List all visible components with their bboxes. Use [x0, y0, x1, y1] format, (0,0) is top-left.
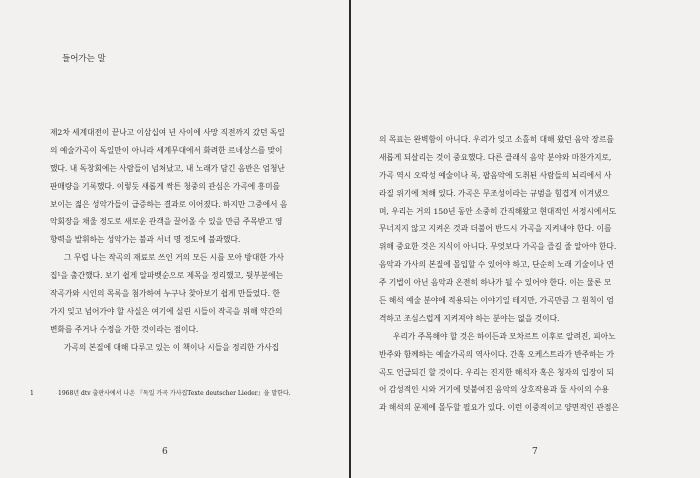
- text-line: 주 기법이 아닌 음악과 온전히 하나가 될 수 있어야 한다. 이는 물론 모: [379, 278, 612, 288]
- text-line: 무너지지 않고 지켜온 것과 더불어 반드시 가곡을 지켜내야 한다. 이를: [379, 224, 612, 234]
- text-line: 향력을 발휘하는 성악가는 불과 서너 명 정도에 불과했다.: [50, 235, 241, 245]
- right-page: [351, 0, 700, 478]
- text-line: 악회장을 채울 정도로 새로운 관객을 끌어올 수 있을 만큼 주목받고 영: [50, 217, 283, 227]
- text-line: 변화를 주거나 수정을 가한 것이라는 점이다.: [50, 324, 199, 334]
- text-line: 든 해석 예술 분야에 적용되는 이야기일 테지만, 가곡만큼 그 원칙이 엄: [379, 296, 614, 306]
- left-page: [0, 0, 349, 478]
- text-line: 작곡가와 시인의 목록을 첨가하여 누구나 찾아보기 쉽게 만들었다. 한: [50, 289, 280, 299]
- text-line: 제2차 세계대전이 끝나고 이삼십여 년 사이에 사망 직전까지 갔던 독일: [50, 128, 285, 137]
- right-page-body: [379, 131, 655, 417]
- text-line: 의 목표는 완벽함이 아니다. 우리가 잊고 소홀히 대해 왔던 음악 장르를: [379, 135, 614, 144]
- text-line: 새롭게 되살리는 것이 중요했다. 다른 클래식 음악 분야와 마찬가지로,: [379, 152, 612, 162]
- footnote-number: 1: [30, 390, 34, 397]
- page-number: 7: [532, 447, 538, 457]
- text-line: 했다. 내 독창회에는 사람들이 넘쳐났고, 내 노래가 담긴 음반은 엄청난: [50, 163, 285, 173]
- text-line: 격하고 조심스럽게 지켜져야 하는 분야는 없을 것이다.: [379, 313, 560, 323]
- text-line: 과 해석의 문제에 몰두할 필요가 있다. 이런 이중적이고 양면적인 관점은: [379, 403, 619, 413]
- text-line: 며, 우리는 거의 150년 동안 소중히 간직해왔고 현대적인 서정시에서도: [379, 206, 617, 216]
- text-line: 가곡 역시 오락성 예술이나 록, 팝음악에 도취된 사람들의 뇌리에서 사: [379, 170, 612, 180]
- text-line: 보이는 젊은 성악가들이 급증하는 결과로 이어졌다. 하지만 그중에서 음: [50, 199, 288, 209]
- text-line: 라질 위기에 처해 있다. 가곡은 무조성이라는 규범을 힘겹게 이겨냈으: [379, 188, 609, 198]
- text-line: 집¹을 출간했다. 보기 쉽게 알파벳순으로 제목을 정리했고, 뒷부분에는: [50, 271, 284, 281]
- text-line: 가지 잊고 넘어가야 할 사실은 여기에 실린 시들이 작곡을 위해 약간의: [50, 306, 283, 316]
- footnote: [30, 388, 291, 397]
- text-line: 가곡의 본질에 대해 다루고 있는 이 책이나 시들을 정리한 가사집: [64, 342, 280, 352]
- page-number: 6: [162, 447, 168, 457]
- footnote-text: 1968년 dtv 출판사에서 나온 『독일 가곡 가사집Texte deutscher Lieder』을 말한다.: [58, 390, 291, 397]
- text-line: 우리가 주목해야 할 것은 하이든과 모차르트 이후로 알려진, 피아노: [393, 331, 616, 341]
- text-line: 판매량을 기록했다. 이렇듯 새롭게 싹튼 청중의 관심은 가곡에 흥미를: [50, 181, 280, 191]
- text-line: 위해 중요한 것은 지식이 아니다. 무엇보다 가곡을 즐길 줄 알아야 한다.: [379, 242, 617, 252]
- chapter-heading: 들어가는 말: [62, 54, 106, 64]
- text-line: 그 무렵 나는 작곡의 재료로 쓰인 거의 모든 시를 모아 방대한 가사: [64, 253, 284, 263]
- text-line: 곡도 언급되긴 할 것이다. 우리는 진지한 해석자 혹은 청자의 입장이 되: [379, 367, 614, 377]
- text-line: 의 예술가곡이 독일만이 아니라 세계무대에서 화려한 르네상스를 맞이: [50, 145, 283, 155]
- text-line: 반주와 함께하는 예술가곡의 역사이다. 간혹 오케스트라가 반주하는 가: [379, 349, 614, 359]
- left-page-body: [50, 124, 320, 357]
- text-line: 어 감성적인 시와 거기에 덧붙여진 음악의 상호작용과 둘 사이의 수용: [379, 385, 609, 395]
- text-line: 음악과 가사의 본질에 몰입할 수 있어야 하고, 단순히 노래 기술이나 연: [379, 260, 614, 270]
